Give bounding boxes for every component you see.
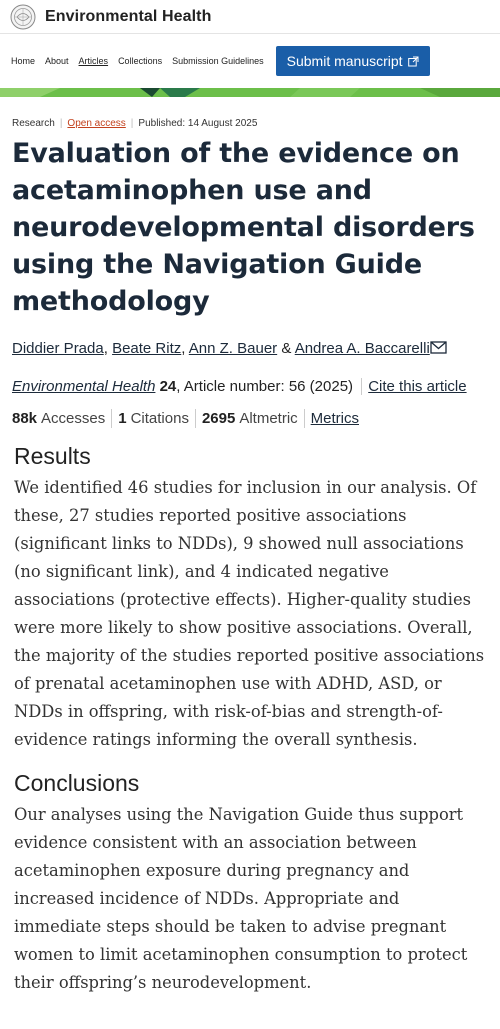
published-date: Published: 14 August 2025: [138, 118, 258, 129]
article-content: [0, 118, 500, 997]
submit-manuscript-button[interactable]: [276, 46, 430, 76]
author-separator: ,: [181, 340, 186, 357]
journal-seal-icon[interactable]: [10, 4, 36, 30]
submit-manuscript-label: Submit manuscript: [286, 53, 403, 69]
site-header: [0, 0, 500, 34]
metrics-divider: [195, 409, 196, 428]
citation-article-number: , Article number: 56 (2025): [176, 378, 354, 395]
nav-collections[interactable]: Collections: [118, 56, 163, 66]
metrics-divider: [304, 409, 305, 428]
accesses-count: 88k: [12, 409, 38, 427]
author-list: [12, 338, 488, 360]
author-and: &: [281, 340, 292, 357]
nav-home[interactable]: Home: [11, 56, 36, 66]
cite-this-article-link[interactable]: Cite this article: [361, 378, 466, 395]
metrics-link[interactable]: Metrics: [310, 409, 359, 427]
citation-line: [12, 374, 488, 399]
meta-separator: |: [130, 118, 134, 129]
article-meta: [12, 118, 488, 129]
results-heading: Results: [14, 443, 91, 469]
author-link[interactable]: Beate Ritz: [112, 340, 182, 357]
altmetric-count: 2695: [201, 409, 236, 427]
conclusions-heading: Conclusions: [14, 770, 140, 796]
author-link[interactable]: Ann Z. Bauer: [188, 340, 278, 357]
metrics-divider: [111, 409, 112, 428]
nav-articles[interactable]: Articles: [78, 56, 109, 66]
decorative-banner: [0, 88, 500, 97]
nav-submission-guidelines[interactable]: Submission Guidelines: [172, 56, 264, 66]
altmetric-label: Altmetric: [239, 409, 298, 427]
results-text: We identified 46 studies for inclusion in our analysis. Of these, 27 studies reported positive associations (significant links to NDDs), 9 showed null associations (no significant link), and 4 indicated negative associations (protective effects). Higher-quality studies were more likely to show positive associations. Overall, the majority of the studies reported positive associations of prenatal acetaminophen use with ADHD, ASD, or NDDs in offspring, with risk-of-bias and strength-of-evidence ratings informing the overall synthesis.: [14, 478, 485, 749]
citations-count: 1: [118, 409, 127, 427]
article-type: Research: [12, 118, 55, 129]
journal-title[interactable]: Environmental Health: [45, 7, 212, 25]
conclusions-text: Our analyses using the Navigation Guide thus support evidence consistent with an association between acetaminophen exposure during pregnancy and increased incidence of NDDs. Appropriate and immediate steps should be taken to advise pregnant women to limit acetaminophen consumption to protect their offspring’s neurodevelopment.: [14, 805, 468, 992]
author-link[interactable]: Andrea A. Baccarelli: [294, 340, 430, 357]
citation-journal-link[interactable]: Environmental Health: [12, 378, 156, 395]
citations-label: Citations: [130, 409, 189, 427]
article-title: Evaluation of the evidence on acetaminophen use and neurodevelopmental disorders using the Navigation Guide methodology: [12, 138, 475, 317]
meta-separator: |: [59, 118, 63, 129]
main-nav: [0, 34, 500, 88]
article-metrics: [12, 407, 488, 429]
mail-icon[interactable]: [430, 341, 447, 354]
accesses-label: Accesses: [41, 409, 106, 427]
citation-volume: 24: [159, 378, 177, 395]
external-link-icon: [408, 56, 419, 67]
author-link[interactable]: Diddier Prada: [12, 340, 104, 357]
nav-about[interactable]: About: [45, 56, 69, 66]
open-access-link[interactable]: Open access: [67, 118, 126, 129]
author-separator: ,: [103, 340, 108, 357]
